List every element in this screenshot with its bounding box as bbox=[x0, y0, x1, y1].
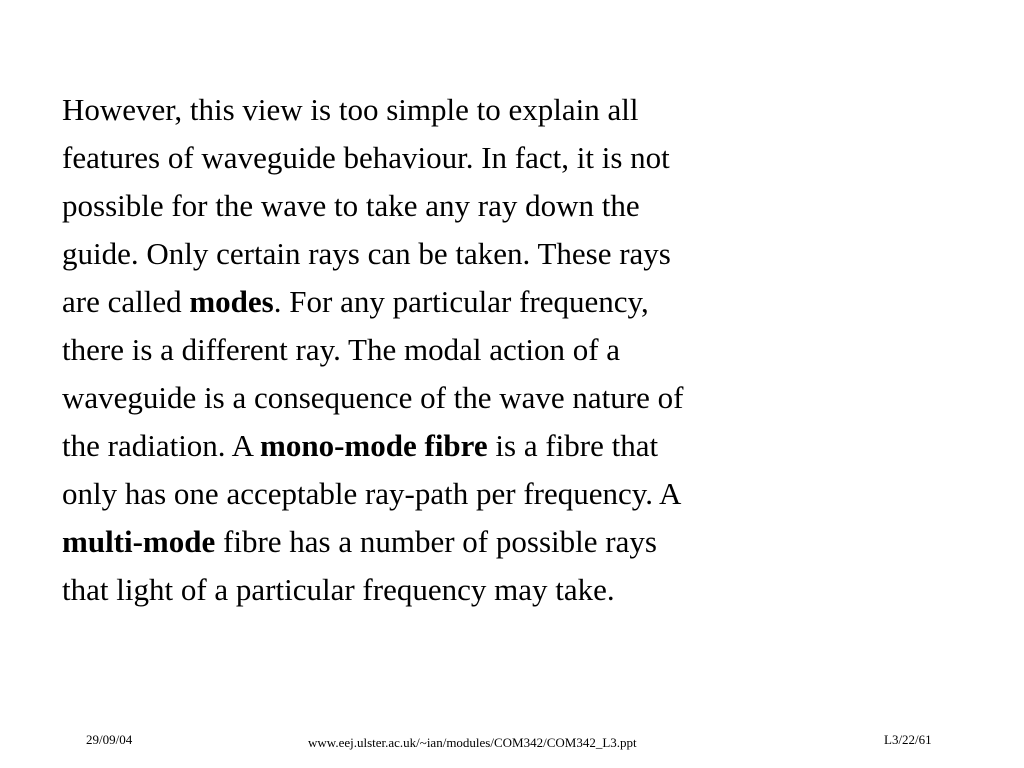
term-mono-mode-fibre: mono-mode fibre bbox=[260, 428, 488, 463]
body-line bbox=[62, 422, 882, 470]
body-text-segment: fibre has a number of possible rays bbox=[215, 524, 657, 559]
body-text-segment: is a fibre that bbox=[487, 428, 659, 463]
term-multi-mode: multi-mode bbox=[62, 524, 216, 559]
body-line: that light of a particular frequency may take. bbox=[62, 572, 615, 607]
body-text-segment: . For any particular frequency, bbox=[273, 284, 649, 319]
body-line: possible for the wave to take any ray down the bbox=[62, 188, 640, 223]
body-line: features of waveguide behaviour. In fact, it is not bbox=[62, 140, 670, 175]
body-line: only has one acceptable ray-path per frequency. A bbox=[62, 476, 682, 511]
footer-url: www.eej.ulster.ac.uk/~ian/modules/COM342/COM342_L3.ppt bbox=[308, 735, 637, 750]
footer-page-number: L3/22/61 bbox=[884, 732, 932, 747]
body-line: waveguide is a consequence of the wave nature of bbox=[62, 380, 684, 415]
slide-body-text bbox=[62, 86, 882, 614]
body-line: However, this view is too simple to explain all bbox=[62, 92, 639, 127]
body-line: guide. Only certain rays can be taken. These rays bbox=[62, 236, 671, 271]
body-line bbox=[62, 518, 882, 566]
body-text-segment: the radiation. A bbox=[62, 428, 261, 463]
footer-date: 29/09/04 bbox=[86, 732, 133, 747]
term-modes: modes bbox=[189, 284, 274, 319]
body-text-segment: are called bbox=[62, 284, 190, 319]
body-line: there is a different ray. The modal action of a bbox=[62, 332, 621, 367]
body-line bbox=[62, 278, 882, 326]
